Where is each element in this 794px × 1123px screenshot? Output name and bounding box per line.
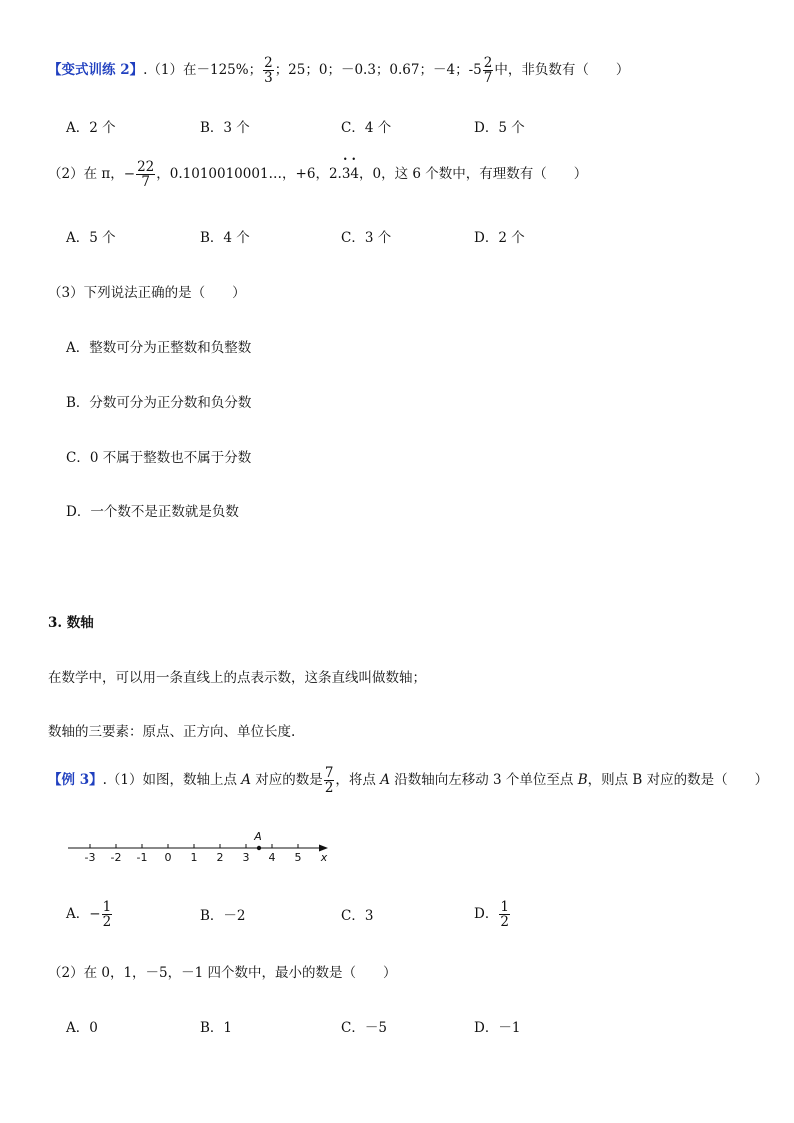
option-a: A．整数可分为正整数和负整数 (66, 340, 252, 356)
option-b: B．4 个 (200, 230, 250, 246)
option-a: A．0 (66, 1020, 98, 1036)
option-c: C．－5 (341, 1020, 387, 1036)
option-b: B．1 (200, 1020, 233, 1036)
option-b: B．分数可分为正分数和负分数 (66, 395, 252, 411)
fraction-22-7: $\frac{22}{7}$ (137, 159, 155, 191)
variant2-part1-suffix: 中，非负数有（ ） (494, 62, 630, 79)
option-d: D．一个数不是正数就是负数 (66, 504, 239, 520)
fraction-2-3: $\frac{2}{3}$ (264, 55, 273, 87)
option-c: C．0 不属于整数也不属于分数 (66, 450, 252, 466)
option-a: A．− $\frac{1}{2}$ (66, 899, 112, 931)
negative-sign: − (123, 166, 136, 183)
variant2-part1-prefix: .（1）在 (143, 62, 197, 79)
variant2-part2-mid: ，0.1010010001…，+6，2. (156, 166, 342, 183)
variant2-part2-prefix: （2）在 π， (48, 166, 124, 183)
tick-label: -1 (136, 851, 148, 864)
tick-label: 4 (268, 851, 276, 864)
point-a-label: A (241, 772, 252, 789)
example3-tag: 【例 3】 (48, 772, 103, 789)
repeating-digit-4: • 4 (350, 166, 359, 182)
tick-label: 3 (242, 851, 250, 864)
option-b: B．－2 (200, 908, 246, 924)
section-definition: 在数学中，可以用一条直线上的点表示数，这条直线叫做数轴； (48, 670, 426, 686)
variant2-part1-items-b: ；25；0；－0.3；0.67；－4； (274, 62, 469, 79)
point-a-marker (257, 846, 261, 850)
variant2-part2-question (48, 160, 587, 189)
option-d: D．2 个 (474, 230, 525, 246)
repeating-digit-3: • 3 (342, 166, 351, 182)
section-heading: 3. 数轴 (48, 615, 94, 631)
tick-label: 2 (216, 851, 224, 864)
variant2-tag: 【变式训练 2】 (48, 62, 144, 79)
tick-label: -3 (84, 851, 96, 864)
option-a: A．2 个 (66, 120, 116, 136)
axis-label: x (320, 851, 328, 864)
example3-part2-question: （2）在 0，1，－5，－1 四个数中，最小的数是（ ） (48, 965, 397, 981)
tick-label: 1 (190, 851, 198, 864)
section-elements: 数轴的三要素：原点、正方向、单位长度. (48, 724, 296, 740)
point-a-label: A (380, 772, 390, 789)
variant2-part3-question: （3）下列说法正确的是（ ） (48, 285, 246, 301)
option-c: C．4 个 (341, 120, 392, 136)
option-c: C．3 (341, 908, 374, 924)
example3-part1-prefix: .（1）如图，数轴上点 (102, 772, 242, 789)
example3-part1-mid2: ，将点 (335, 772, 381, 789)
example3-part1-question (48, 766, 768, 795)
number-line (60, 828, 360, 868)
fraction-7-2: $\frac{7}{2}$ (324, 765, 334, 797)
example3-part1-mid3: 沿数轴向左移动 3 个单位至点 (389, 772, 578, 789)
tick-label: 5 (294, 851, 302, 864)
option-b: B．3 个 (200, 120, 250, 136)
example3-part1-suffix: ，则点 B 对应的数是（ ） (587, 772, 769, 789)
option-d: D．5 个 (474, 120, 525, 136)
fraction-2-7: $\frac{2}{7}$ (483, 55, 493, 87)
point-b-label: B (577, 772, 588, 789)
mixed-number-whole: -5 (468, 62, 482, 79)
variant2-part2-suffix: ，0，这 6 个数中，有理数有（ ） (359, 166, 588, 183)
tick-label: 0 (164, 851, 172, 864)
variant2-part1-items-a: －125%； (196, 62, 263, 79)
option-a: A．5 个 (66, 230, 116, 246)
tick-label: -2 (110, 851, 122, 864)
point-a-label: A (254, 830, 262, 843)
option-d: D． $\frac{1}{2}$ (474, 899, 509, 931)
option-d: D．－1 (474, 1020, 521, 1036)
variant2-part1-question (48, 56, 629, 85)
example3-part1-mid: 对应的数是 (251, 772, 323, 789)
option-c: C．3 个 (341, 230, 392, 246)
